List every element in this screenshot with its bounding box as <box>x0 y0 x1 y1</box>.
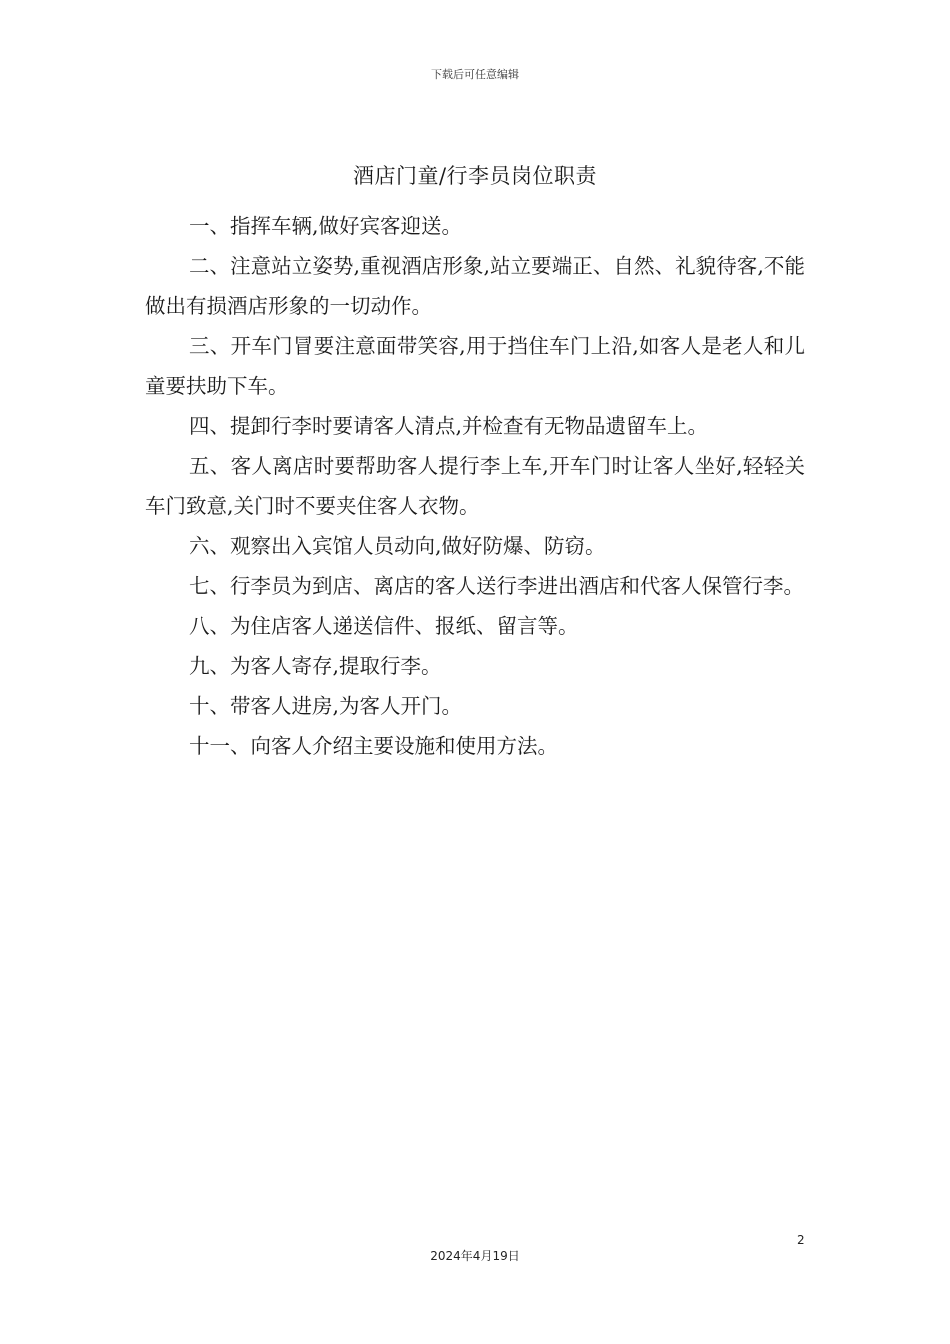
header-note: 下载后可任意编辑 <box>431 68 519 81</box>
duty-item-10: 十、带客人进房,为客人开门。 <box>189 694 463 718</box>
duty-item-1: 一、指挥车辆,做好宾客迎送。 <box>189 214 463 238</box>
duty-item-9: 九、为客人寄存,提取行李。 <box>189 654 442 678</box>
document-body <box>145 206 805 766</box>
duty-item-11: 十一、向客人介绍主要设施和使用方法。 <box>189 734 558 758</box>
duty-item-8: 八、为住店客人递送信件、报纸、留言等。 <box>189 614 579 638</box>
footer-date: 2024年4月19日 <box>430 1249 520 1263</box>
duty-item-3: 三、开车门冒要注意面带笑容,用于挡住车门上沿,如客人是老人和儿童要扶助下车。 <box>145 334 805 398</box>
duty-item-4: 四、提卸行李时要请客人清点,并检查有无物品遗留车上。 <box>189 414 709 438</box>
duty-item-2: 二、注意站立姿势,重视酒店形象,站立要端正、自然、礼貌待客,不能做出有损酒店形象的一切动作。 <box>145 254 805 318</box>
page-number: 2 <box>797 1233 805 1247</box>
duty-item-6: 六、观察出入宾馆人员动向,做好防爆、防窃。 <box>189 534 606 558</box>
document-title: 酒店门童/行李员岗位职责 <box>352 164 598 188</box>
duty-item-5: 五、客人离店时要帮助客人提行李上车,开车门时让客人坐好,轻轻关车门致意,关门时不要夹住客人衣物。 <box>145 454 805 518</box>
duty-item-7: 七、行李员为到店、离店的客人送行李进出酒店和代客人保管行李。 <box>189 574 804 598</box>
